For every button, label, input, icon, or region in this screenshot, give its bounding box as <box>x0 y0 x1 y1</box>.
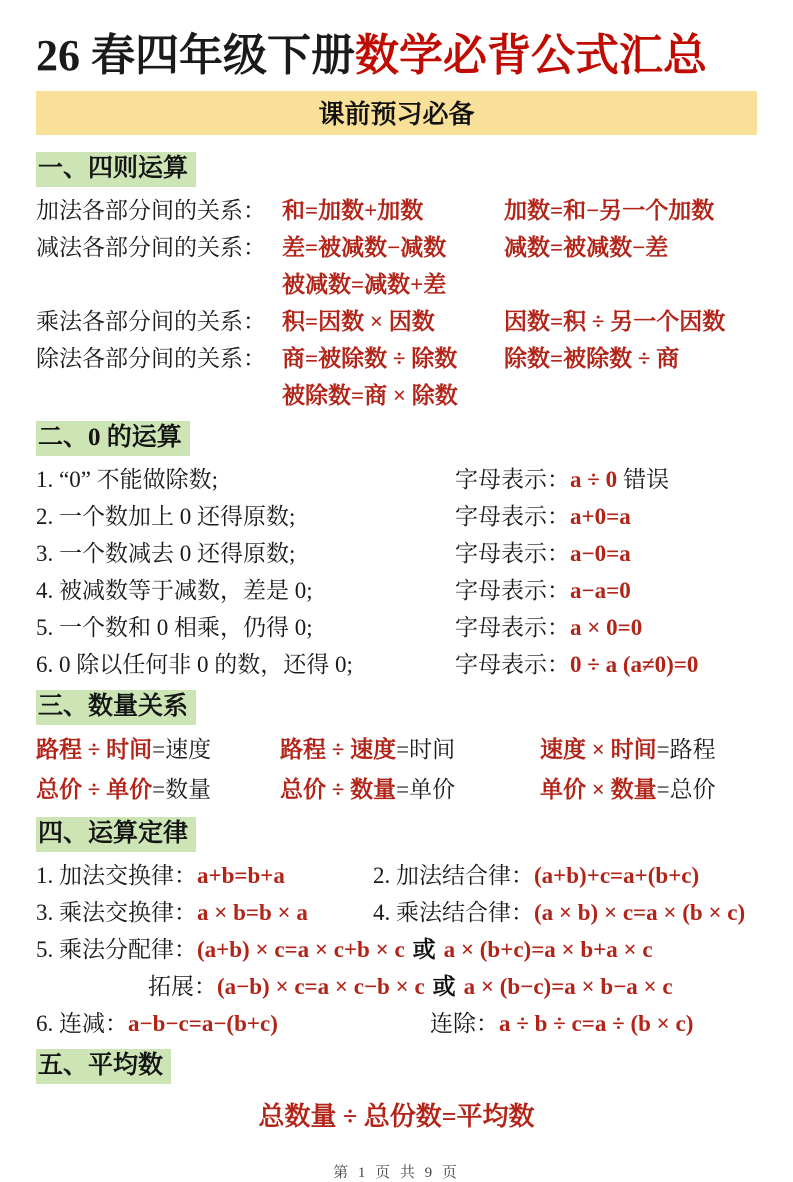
law-label: 3. 乘法交换律： <box>36 899 197 925</box>
letter-label: 字母表示： <box>455 503 570 529</box>
section3-heading: 三、数量关系 <box>36 690 196 725</box>
formula: a−b−c=a−(b+c) <box>128 1010 278 1036</box>
relation-label: 乘法各部分间的关系： <box>36 308 266 334</box>
section4-body <box>36 857 757 1042</box>
formula: 加数=和−另一个加数 <box>504 197 715 223</box>
quantity-formula <box>36 730 280 770</box>
quantity-formula <box>36 770 280 810</box>
page-title <box>36 30 757 83</box>
banner-text: 课前预习必备 <box>318 98 475 129</box>
rule-row <box>36 461 757 498</box>
section2-body <box>36 461 757 683</box>
formula: 除数=被除数 ÷ 商 <box>504 345 680 371</box>
law-item <box>36 894 373 931</box>
law-label: 1. 加法交换律： <box>36 862 197 888</box>
law-row <box>148 968 757 1005</box>
formula-red-part: 总价 ÷ 单价 <box>36 776 153 802</box>
section1-heading: 一、四则运算 <box>36 152 196 187</box>
formula: a × (b−c)=a × b−a × c <box>463 973 673 999</box>
law-item <box>373 857 757 894</box>
quantity-row <box>36 730 757 770</box>
section1-body <box>36 192 757 414</box>
law-row <box>36 1005 757 1042</box>
quantity-formula <box>280 730 540 770</box>
relation-row <box>36 229 757 266</box>
law-label: 2. 加法结合律： <box>373 862 534 888</box>
formula-black-part: =速度 <box>152 736 212 762</box>
section5-heading: 五、平均数 <box>36 1049 171 1084</box>
rule-row <box>36 572 757 609</box>
title-black-part: 26 春四年级下册 <box>36 31 355 80</box>
formula: a−0=a <box>570 540 631 566</box>
law-label: 6. 连减： <box>36 1010 128 1036</box>
formula-black-part: =单价 <box>396 776 456 802</box>
quantity-row <box>36 770 757 810</box>
formula-black-part: =总价 <box>656 776 716 802</box>
formula-black-part: =数量 <box>152 776 212 802</box>
rule-text: 2. 一个数加上 0 还得原数; <box>36 503 296 529</box>
law-item <box>430 1005 757 1042</box>
quantity-formula <box>280 770 540 810</box>
law-row <box>36 857 757 894</box>
relation-label: 减法各部分间的关系： <box>36 234 266 260</box>
formula: 被除数=商 × 除数 <box>282 382 458 408</box>
formula: a ÷ b ÷ c=a ÷ (b × c) <box>499 1010 694 1036</box>
letter-label: 字母表示： <box>455 651 570 677</box>
formula: 商=被除数 ÷ 除数 <box>282 345 458 371</box>
formula: (a+b)+c=a+(b+c) <box>534 862 700 888</box>
law-label: 4. 乘法结合律： <box>373 899 534 925</box>
law-label: 连除： <box>430 1010 499 1036</box>
formula-black-part: =时间 <box>396 736 456 762</box>
relation-row <box>36 192 757 229</box>
rule-row <box>36 609 757 646</box>
formula: a × 0=0 <box>570 614 643 640</box>
formula: a × (b+c)=a × b+a × c <box>443 936 653 962</box>
formula-black-part: =路程 <box>656 736 716 762</box>
formula: 差=被减数−减数 <box>282 234 447 260</box>
letter-label: 字母表示： <box>455 614 570 640</box>
formula-red-part: 路程 ÷ 时间 <box>36 736 153 762</box>
formula-suffix: 错误 <box>623 466 670 492</box>
formula-red-part: 路程 ÷ 速度 <box>280 736 397 762</box>
formula: 0 ÷ a (a≠0)=0 <box>570 651 699 677</box>
formula-red-part: 速度 × 时间 <box>540 736 657 762</box>
rule-row <box>36 535 757 572</box>
rule-text: 4. 被减数等于减数，差是 0; <box>36 577 313 603</box>
rule-text: 5. 一个数和 0 相乘，仍得 0; <box>36 614 313 640</box>
formula: 积=因数 × 因数 <box>282 308 435 334</box>
law-item <box>373 894 757 931</box>
rule-text: 3. 一个数减去 0 还得原数; <box>36 540 296 566</box>
or-connector: 或 <box>412 936 436 962</box>
law-item <box>36 857 373 894</box>
letter-label: 字母表示： <box>455 540 570 566</box>
formula: a−a=0 <box>570 577 631 603</box>
letter-label: 字母表示： <box>455 577 570 603</box>
relation-row <box>36 377 757 414</box>
formula: a+0=a <box>570 503 631 529</box>
section4-heading: 四、运算定律 <box>36 817 196 852</box>
law-label: 拓展： <box>148 973 217 999</box>
formula-red-part: 单价 × 数量 <box>540 776 657 802</box>
formula: (a × b) × c=a × (b × c) <box>534 899 746 925</box>
quantity-formula <box>540 730 757 770</box>
relation-label: 加法各部分间的关系： <box>36 197 266 223</box>
rule-row <box>36 498 757 535</box>
page-number-footer: 第 1 页 共 9 页 <box>333 1164 460 1181</box>
formula: (a−b) × c=a × c−b × c <box>217 973 425 999</box>
rule-text: 6. 0 除以任何非 0 的数，还得 0; <box>36 651 353 677</box>
formula: 减数=被减数−差 <box>504 234 669 260</box>
quantity-formula <box>540 770 757 810</box>
section3-body <box>36 730 757 810</box>
relation-row <box>36 340 757 377</box>
formula: a × b=b × a <box>197 899 308 925</box>
relation-label: 除法各部分间的关系： <box>36 345 266 371</box>
law-row <box>36 894 757 931</box>
law-label: 5. 乘法分配律： <box>36 936 197 962</box>
relation-row <box>36 266 757 303</box>
title-red-part: 数学必背公式汇总 <box>355 31 707 80</box>
relation-row <box>36 303 757 340</box>
average-formula: 总数量 ÷ 总份数=平均数 <box>258 1101 535 1131</box>
letter-label: 字母表示： <box>455 466 570 492</box>
formula: a ÷ 0 <box>570 466 618 492</box>
formula: 和=加数+加数 <box>282 197 424 223</box>
section2-heading: 二、0 的运算 <box>36 421 190 456</box>
formula: 因数=积 ÷ 另一个因数 <box>504 308 726 334</box>
rule-row <box>36 646 757 683</box>
law-item <box>36 1005 430 1042</box>
law-row <box>36 931 757 968</box>
formula: 被减数=减数+差 <box>282 271 447 297</box>
rule-text: 1. “0” 不能做除数; <box>36 466 219 492</box>
formula: a+b=b+a <box>197 862 285 888</box>
subtitle-banner <box>36 91 757 135</box>
formula: (a+b) × c=a × c+b × c <box>197 936 405 962</box>
formula-red-part: 总价 ÷ 数量 <box>280 776 397 802</box>
or-connector: 或 <box>432 973 456 999</box>
